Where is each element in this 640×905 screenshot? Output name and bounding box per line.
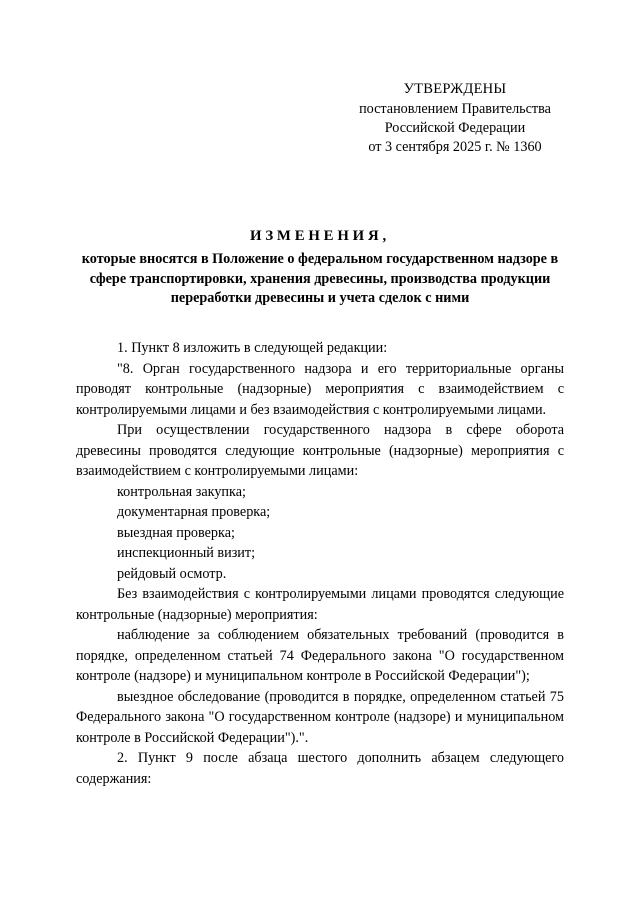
paragraph-2: "8. Орган государственного надзора и его территориальные органы проводят контрольные (надзорные) мероприятия с взаимодействием с контролируемыми лицами и без взаимодействия с контролируемыми лицами. — [76, 360, 564, 418]
approval-line-3: от 3 сентября 2025 г. № 1360 — [368, 139, 542, 155]
approval-line-1: постановлением Правительства — [359, 101, 551, 117]
document-title-block — [76, 226, 564, 309]
list-item: документарная проверка; — [117, 504, 271, 520]
approval-heading: УТВЕРЖДЕНЫ — [403, 81, 507, 97]
paragraph-4: Без взаимодействия с контролируемыми лицами проводятся следующие контрольные (надзорные) мероприятия: — [76, 586, 564, 623]
approval-line-2: Российской Федерации — [384, 120, 526, 136]
document-body — [76, 338, 564, 789]
document-title: ИЗМЕНЕНИЯ, — [250, 228, 390, 244]
list-item: рейдовый осмотр. — [117, 565, 227, 582]
list-item: выездная проверка; — [117, 524, 235, 541]
paragraph-3: При осуществлении государственного надзора в сфере оборота древесины проводятся следующие контрольные (надзорные) мероприятия с взаимодействием с контролируемыми лицами: — [76, 422, 564, 479]
approval-block — [340, 80, 570, 157]
paragraph-6: выездное обследование (проводится в порядке, определенном статьей 75 Федерального закона "О государственном контроле (надзоре) и муниципальном контроле в Российской Федерации").". — [76, 688, 564, 746]
paragraph-1: 1. Пункт 8 изложить в следующей редакции: — [117, 340, 388, 356]
paragraph-5: наблюдение за соблюдением обязательных требований (проводится в порядке, определенном статьей 74 Федерального закона "О государственном контроле (надзоре) и муниципальном контроле в Российской Федерации"); — [76, 627, 564, 684]
paragraph-7: 2. Пункт 9 после абзаца шестого дополнить абзацем следующего содержания: — [76, 750, 564, 787]
list-item: контрольная закупка; — [117, 483, 246, 500]
list-item: инспекционный визит; — [117, 545, 256, 561]
document-subtitle: которые вносятся в Положение о федеральном государственном надзоре в сфере транспортировки, хранения древесины, производства продукции переработки древесины и учета сделок с ними — [81, 251, 559, 307]
